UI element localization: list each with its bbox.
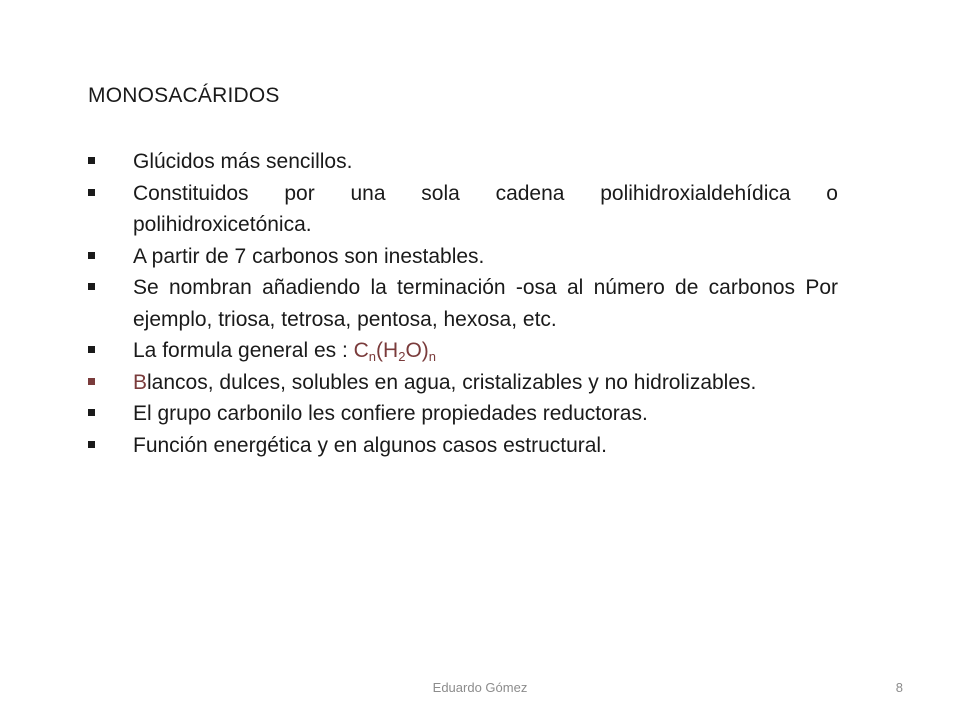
square-bullet-icon — [88, 252, 95, 259]
square-bullet-icon — [88, 157, 95, 164]
page-number: 8 — [895, 680, 903, 695]
bullet-text: lancos, dulces, solubles en agua, cristalizables y no hidrolizables. — [147, 370, 757, 394]
general-formula — [354, 339, 436, 362]
bullet-text: Se nombran añadiendo la terminación -osa al número de carbonos Por ejemplo, triosa, tetrosa, pentosa, hexosa, etc. — [133, 276, 838, 331]
bullet-text: El grupo carbonilo les confiere propiedades reductoras. — [133, 402, 648, 425]
bullet-list — [88, 146, 838, 461]
square-bullet-icon — [88, 346, 95, 353]
bullet-item — [88, 367, 838, 399]
slide-title: MONOSACÁRIDOS — [88, 84, 280, 107]
bullet-item — [88, 146, 838, 178]
formula-carbon: C — [353, 339, 369, 362]
bullet-text: Glúcidos más sencillos. — [133, 150, 353, 173]
bullet-text: A partir de 7 carbonos son inestables. — [133, 244, 485, 268]
bullet-first-letter: B — [133, 370, 148, 394]
bullet-text: Función energética y en algunos casos estructural. — [133, 433, 607, 457]
formula-subscript-2: 2 — [398, 349, 406, 364]
formula-subscript-n: n — [368, 349, 377, 364]
bullet-item — [88, 430, 838, 462]
square-bullet-icon — [88, 283, 95, 290]
footer-author: Eduardo Gómez — [432, 680, 528, 695]
formula-hydrogen: (H — [376, 339, 399, 362]
square-bullet-icon — [88, 441, 95, 448]
square-bullet-icon — [88, 409, 95, 416]
bullet-item-formula — [88, 335, 838, 367]
bullet-item — [88, 178, 838, 241]
square-bullet-icon — [88, 189, 95, 196]
bullet-item — [88, 272, 838, 335]
bullet-text: Constituidos por una sola cadena polihidroxialdehídica o polihidroxicetónica. — [133, 181, 838, 236]
bullet-text: La formula general es : — [133, 339, 354, 362]
bullet-item — [88, 241, 838, 273]
formula-subscript-n: n — [428, 349, 436, 364]
bullet-item — [88, 398, 838, 430]
square-bullet-icon — [88, 378, 95, 385]
formula-oxygen: O) — [405, 339, 429, 362]
